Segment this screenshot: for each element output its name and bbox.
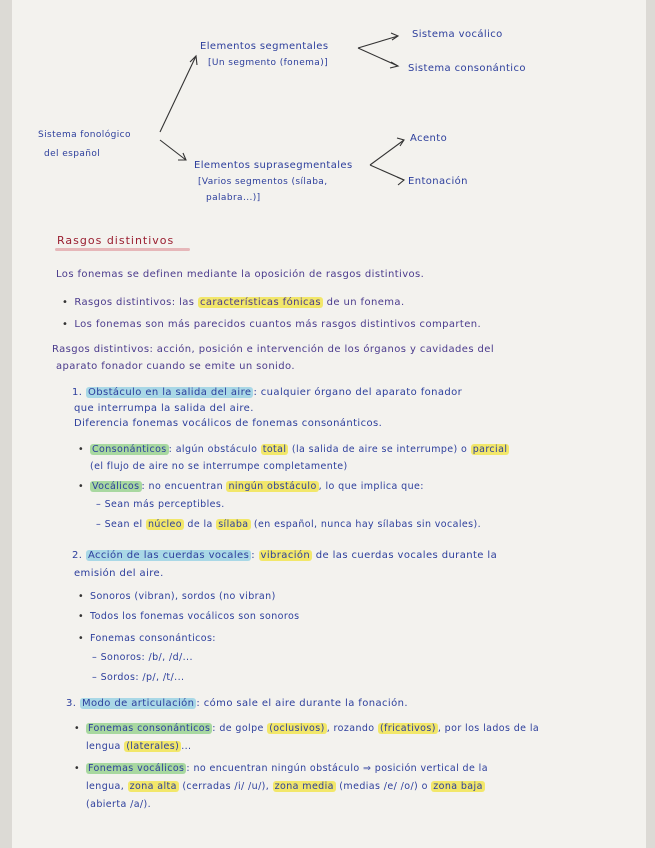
- item3-heading: 3. Modo de articulación : cómo sale el aire durante la fonación.: [66, 698, 408, 709]
- segmental-note: [Un segmento (fonema)]: [208, 58, 329, 68]
- definition-line-1: Rasgos distintivos: acción, posición e intervención de los órganos y cavidades del: [52, 344, 495, 355]
- item2-sub-1: – Sonoros: /b/, /d/...: [92, 652, 193, 663]
- definition-line-2: aparato fonador cuando se emite un sonido.: [56, 361, 295, 372]
- arrow-to-segmental: [160, 56, 196, 132]
- vocalico-label: Sistema vocálico: [412, 29, 503, 40]
- vocalicos-sub2: – Sean el núcleo de la sílaba (en español, nunca hay sílabas sin vocales).: [96, 519, 482, 530]
- suprasegmental-note-2: palabra...)]: [206, 193, 261, 203]
- consonanticos-bullet: • Consonánticos : algún obstáculo total (la salida de aire se interrumpe) o parcial: [78, 443, 509, 456]
- item2-heading: 2. Acción de las cuerdas vocales : vibración de las cuerdas vocales durante la: [72, 550, 498, 561]
- acento-label: Acento: [410, 133, 448, 144]
- bullet-rasgos: • Rasgos distintivos: las características fónicas de un fonema.: [62, 296, 405, 309]
- vocalicos-sub1: – Sean más perceptibles.: [96, 499, 225, 510]
- item3-bullet-1-line2: lengua (laterales) ...: [86, 741, 192, 752]
- item2-sub-2: – Sordos: /p/, /t/...: [92, 672, 185, 683]
- section-title: Rasgos distintivos: [57, 234, 175, 247]
- title-underline: [55, 248, 190, 251]
- brace-segmental: [358, 36, 398, 66]
- intro-text: Los fonemas se definen mediante la oposición de rasgos distintivos.: [56, 269, 425, 280]
- segmental-label: Elementos segmentales: [200, 41, 329, 52]
- item3-bullet-2-line2: lengua, zona alta (cerradas /i/ /u/), zona media (medias /e/ /o/) o zona baja: [86, 781, 483, 792]
- suprasegmental-note-1: [Varios segmentos (sílaba,: [198, 177, 328, 187]
- arrow-to-suprasegmental: [160, 140, 186, 160]
- entonacion-label: Entonación: [408, 176, 468, 187]
- item2-bullet-1: • Sonoros (vibran), sordos (no vibran): [78, 590, 276, 603]
- consonantico-label: Sistema consonántico: [408, 63, 526, 74]
- item1-line2: que interrumpa la salida del aire.: [74, 403, 254, 414]
- brace-suprasegmental: [370, 140, 404, 180]
- item2-line2: emisión del aire.: [74, 568, 164, 579]
- item2-bullet-3: • Fonemas consonánticos:: [78, 632, 216, 645]
- root-line1: Sistema fonológico: [38, 130, 131, 140]
- item1-heading: 1. Obstáculo en la salida del aire : cualquier órgano del aparato fonador: [72, 387, 463, 398]
- root-line2: del español: [44, 149, 101, 159]
- item3-bullet-2-line3: (abierta /a/).: [86, 799, 152, 810]
- consonanticos-line2: (el flujo de aire no se interrumpe completamente): [90, 461, 348, 472]
- item3-bullet-2: • Fonemas vocálicos : no encuentran ningún obstáculo ⇒ posición vertical de la: [74, 762, 488, 775]
- suprasegmental-label: Elementos suprasegmentales: [194, 160, 353, 171]
- bullet-fonemas: • Los fonemas son más parecidos cuantos más rasgos distintivos comparten.: [62, 318, 481, 331]
- item2-bullet-2: • Todos los fonemas vocálicos son sonoros: [78, 610, 300, 623]
- item1-line3: Diferencia fonemas vocálicos de fonemas consonánticos.: [74, 418, 383, 429]
- vocalicos-bullet: • Vocálicos : no encuentran ningún obstáculo , lo que implica que:: [78, 480, 424, 493]
- item3-bullet-1: • Fonemas consonánticos : de golpe (oclusivos) , rozando (fricativos) , por los lados de la: [74, 722, 539, 735]
